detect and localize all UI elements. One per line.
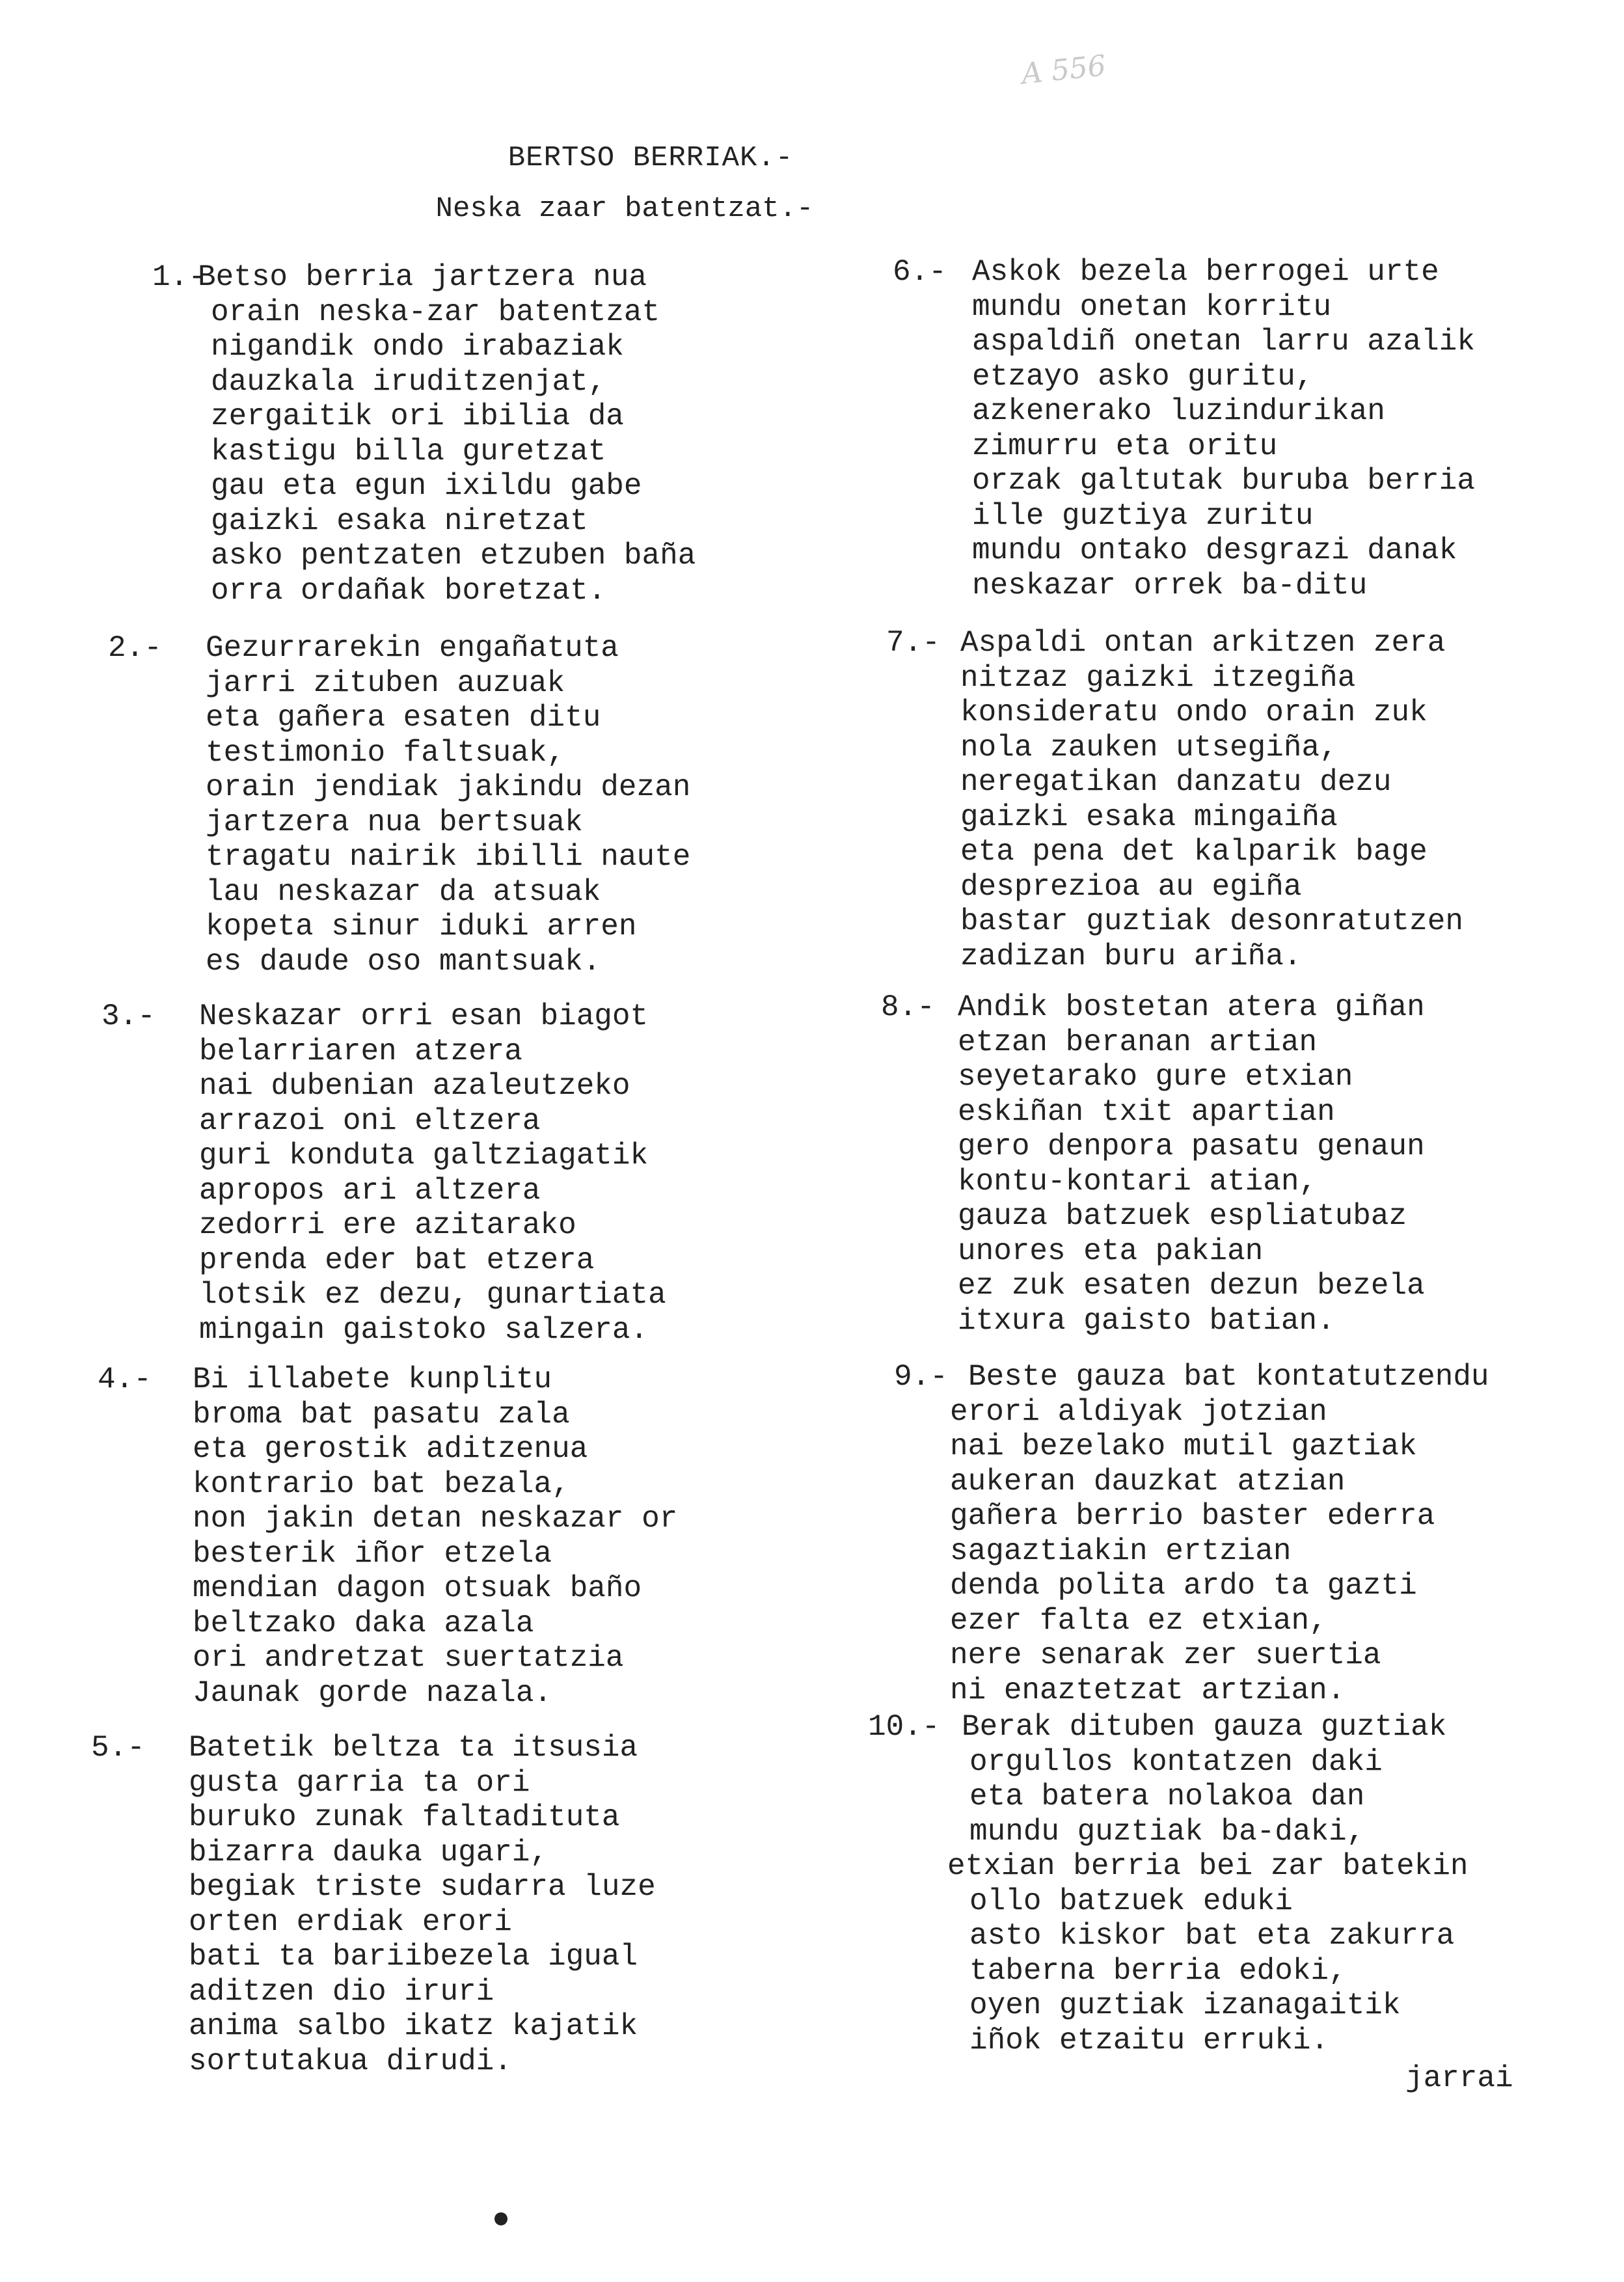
document-title: BERTSO BERRIAK.- — [508, 142, 794, 174]
verse-line: Batetik beltza ta itsusia — [189, 1731, 638, 1765]
verse-line: iñok etzaitu erruki. — [969, 2023, 1329, 2058]
verse-line: mundu onetan korritu — [972, 290, 1332, 324]
verse-number: 4.- — [98, 1363, 152, 1396]
verse-line: etzayo asko guritu, — [972, 359, 1314, 394]
verse-line: aukeran dauzkat atzian — [950, 1464, 1346, 1499]
verse-line: mundu guztiak ba-daki, — [969, 1814, 1365, 1849]
verse-line: unores eta pakian — [958, 1234, 1264, 1268]
verse-line: mundu ontako desgrazi danak — [972, 534, 1457, 567]
verse-line: denda polita ardo ta gazti — [950, 1569, 1417, 1603]
verse-line: gaizki esaka niretzat — [211, 504, 588, 538]
verse-line: oyen guztiak izanagaitik — [969, 1989, 1401, 2022]
verse-line: belarriaren atzera — [199, 1034, 522, 1068]
verse-line: lotsik ez dezu, gunartiata — [199, 1278, 666, 1312]
verse-line: ez zuk esaten dezun bezela — [958, 1269, 1425, 1303]
verse-line: zergaitik ori ibilia da — [211, 400, 624, 433]
verse-number: 6.- — [893, 255, 947, 289]
verse-line: gañera berrio baster ederra — [950, 1499, 1435, 1533]
verse-line: orgullos kontatzen daki — [969, 1745, 1383, 1779]
archive-mark: A 556 — [1020, 49, 1108, 91]
verse-line: dauzkala iruditzenjat, — [211, 364, 606, 399]
verse-line: tragatu nairik ibilli naute — [206, 840, 691, 874]
verse-line: begiak triste sudarra luze — [189, 1870, 656, 1904]
verse-line: kastigu billa guretzat — [211, 434, 606, 469]
verse-number: 1.- — [152, 260, 206, 294]
verse-line: Betso berria jartzera nua — [198, 260, 647, 294]
verse-line: orten erdiak erori — [189, 1905, 512, 1939]
verse-number: 10.- — [868, 1710, 940, 1744]
verse-line: mendian dagon otsuak baño — [193, 1571, 642, 1605]
verse-line: jarri zituben auzuak — [206, 666, 565, 700]
verse-line: guri konduta galtziagatik — [199, 1139, 649, 1173]
verse-line: eskiñan txit apartian — [958, 1094, 1335, 1129]
verse-line: testimonio faltsuak, — [206, 735, 565, 770]
verse-line: konsideratu ondo orain zuk — [960, 696, 1428, 729]
verse-line: gaizki esaka mingaiña — [960, 800, 1338, 834]
verse-line: jartzera nua bertsuak — [206, 805, 583, 839]
verse-line: beltzako daka azala — [193, 1606, 534, 1640]
verse-line: zimurru eta oritu — [972, 429, 1278, 463]
verse-line: ollo batzuek eduki — [969, 1884, 1293, 1918]
verse-line: gau eta egun ixildu gabe — [211, 469, 642, 503]
verse-line: nere senarak zer suertia — [950, 1638, 1381, 1672]
verse-number: 2.- — [108, 631, 162, 665]
verse-line: asko pentzaten etzuben baña — [211, 539, 696, 573]
verse-line: etzan beranan artian — [958, 1025, 1318, 1059]
verse-line: sagaztiakin ertzian — [950, 1534, 1292, 1568]
verse-line: sortutakua dirudi. — [189, 2044, 512, 2078]
page-dot — [494, 2212, 508, 2225]
verse-line: gauza batzuek espliatubaz — [958, 1199, 1407, 1233]
verse-line: itxura gaisto batian. — [958, 1303, 1335, 1338]
verse-line: besterik iñor etzela — [193, 1536, 552, 1571]
verse-number: 3.- — [102, 999, 156, 1033]
verse-line: kontu-kontari atian, — [958, 1164, 1318, 1199]
verse-line: ori andretzat suertatzia — [193, 1641, 624, 1675]
verse-line: broma bat pasatu zala — [193, 1397, 570, 1432]
verse-line: orzak galtutak buruba berria — [972, 464, 1475, 498]
verse-line: kontrario bat bezala, — [193, 1467, 570, 1501]
verse-line: es daude oso mantsuak. — [206, 944, 601, 979]
verse-line: ni enaztetzat artzian. — [950, 1673, 1346, 1707]
verse-line: mingain gaistoko salzera. — [199, 1312, 649, 1347]
verse-line: Beste gauza bat kontatutzendu — [968, 1360, 1489, 1394]
verse-line: nigandik ondo irabaziak — [211, 330, 624, 364]
verse-line: Gezurrarekin engañatuta — [206, 631, 619, 665]
verse-line: Askok bezela berrogei urte — [972, 255, 1439, 289]
verse-line: eta gerostik aditzenua — [193, 1432, 588, 1466]
document-subtitle: Neska zaar batentzat.- — [435, 193, 814, 225]
verse-line: nai bezelako mutil gaztiak — [950, 1430, 1417, 1463]
verse-line: buruko zunak faltadituta — [189, 1800, 620, 1834]
verse-line: erori aldiyak jotzian — [950, 1394, 1327, 1429]
verse-line: aditzen dio iruri — [189, 1974, 494, 2009]
verse-line: anima salbo ikatz kajatik — [189, 2009, 638, 2043]
verse-line: orra ordañak boretzat. — [211, 573, 606, 608]
verse-line: etxian berria bei zar batekin — [947, 1849, 1468, 1883]
verse-line: seyetarako gure etxian — [958, 1060, 1353, 1094]
verse-line: ille guztiya zuritu — [972, 498, 1314, 533]
verse-line: gusta garria ta ori — [189, 1765, 530, 1800]
verse-line: asto kiskor bat eta zakurra — [969, 1919, 1455, 1953]
verse-number: 8.- — [881, 990, 935, 1024]
verse-line: Neskazar orri esan biagot — [199, 999, 649, 1033]
verse-line: gero denpora pasatu genaun — [958, 1130, 1425, 1163]
verse-line: eta batera nolakoa dan — [969, 1780, 1365, 1813]
verse-line: Andik bostetan atera giñan — [958, 990, 1425, 1024]
verse-line: bizarra dauka ugari, — [189, 1835, 548, 1869]
verse-number: 7.- — [886, 626, 940, 660]
closing-word: jarrai — [1405, 2061, 1513, 2095]
verse-line: neskazar orrek ba-ditu — [972, 568, 1368, 603]
verse-line: neregatikan danzatu dezu — [960, 765, 1392, 799]
verse-line: Berak dituben gauza guztiak — [962, 1710, 1447, 1744]
verse-line: prenda eder bat etzera — [199, 1243, 595, 1277]
verse-line: non jakin detan neskazar or — [193, 1502, 678, 1536]
verse-line: eta pena det kalparik bage — [960, 835, 1428, 869]
verse-line: lau neskazar da atsuak — [206, 875, 601, 909]
verse-line: bastar guztiak desonratutzen — [960, 904, 1463, 938]
verse-line: aspaldiñ onetan larru azalik — [972, 325, 1475, 359]
verse-line: Jaunak gorde nazala. — [193, 1676, 552, 1710]
verse-line: apropos ari altzera — [199, 1173, 541, 1208]
verse-line: taberna berria edoki, — [969, 1953, 1347, 1988]
verse-line: orain jendiak jakindu dezan — [206, 770, 691, 804]
verse-line: kopeta sinur iduki arren — [206, 910, 637, 944]
verse-line: nola zauken utsegiña, — [960, 730, 1338, 765]
verse-line: nitzaz gaizki itzegiña — [960, 660, 1356, 695]
verse-line: orain neska-zar batentzat — [211, 295, 660, 329]
verse-line: zadizan buru ariña. — [960, 939, 1302, 973]
verse-line: azkenerako luzindurikan — [972, 394, 1385, 428]
verse-number: 5.- — [91, 1731, 145, 1765]
verse-line: Aspaldi ontan arkitzen zera — [960, 626, 1446, 660]
verse-line: zedorri ere azitarako — [199, 1208, 576, 1242]
verse-line: Bi illabete kunplitu — [193, 1363, 552, 1396]
verse-number: 9.- — [894, 1360, 948, 1394]
verse-line: desprezioa au egiña — [960, 869, 1302, 904]
verse-line: bati ta bariibezela igual — [189, 1940, 638, 1974]
verse-line: eta gañera esaten ditu — [206, 701, 601, 735]
verse-line: nai dubenian azaleutzeko — [199, 1069, 630, 1103]
verse-line: arrazoi oni eltzera — [199, 1104, 541, 1138]
verse-line: ezer falta ez etxian, — [950, 1603, 1327, 1638]
